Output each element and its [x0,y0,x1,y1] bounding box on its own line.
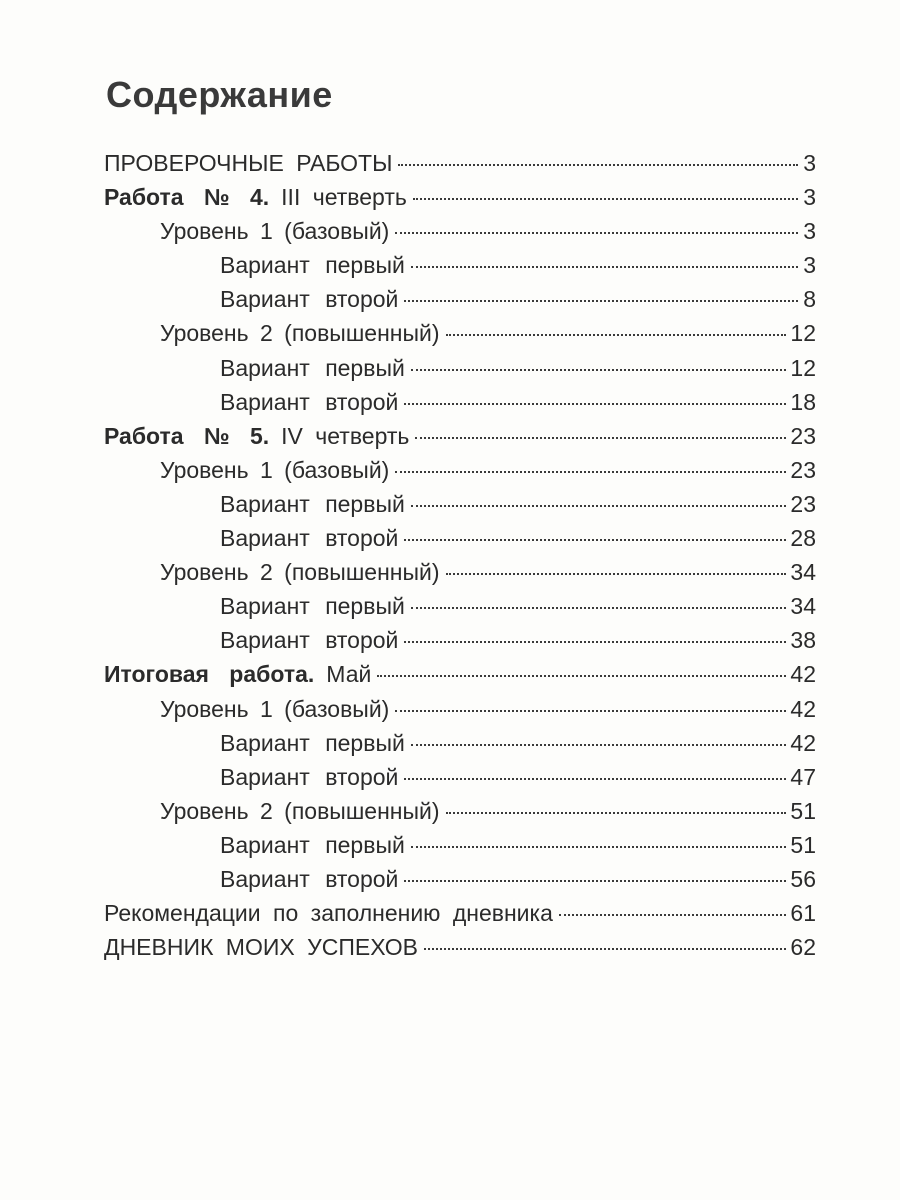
toc-entry-page-number: 42 [790,729,816,756]
toc-entry-page-number: 8 [803,286,816,313]
toc-entry-label [104,423,409,450]
toc-entry-label [220,764,398,791]
toc-entry-text: Вариант первый [220,354,405,381]
toc-entry-page-number: 12 [790,354,816,381]
toc-entry [104,423,816,457]
toc-entry-text: Уровень 2 (повышенный) [160,559,440,586]
toc-entry-text: Уровень 1 (базовый) [160,218,390,245]
toc-entry-label [220,252,405,279]
dot-leader [404,641,786,643]
toc-entry-bold-label: Работа № 4. [104,184,270,211]
toc-entry-label [220,525,398,552]
toc-entry-text: Вариант первый [220,729,405,756]
toc-entry [104,286,816,320]
toc-entry [104,525,816,559]
toc-entry-label [220,593,405,620]
page-title: Содержание [106,74,333,115]
toc-entry-page-number: 42 [790,695,816,722]
toc-entry-bold-label: Итоговая работа. [104,661,315,688]
toc-entry-text: Уровень 2 (повышенный) [160,797,440,824]
toc-entry-page-number: 3 [803,218,816,245]
toc-entry-label [104,661,371,688]
dot-leader [404,880,786,882]
toc-entry [104,457,816,491]
toc-entry [104,798,816,832]
toc-entry-text: Вариант первый [220,252,405,279]
dot-leader [411,266,798,268]
dot-leader [413,198,798,200]
toc-entry-page-number: 23 [790,490,816,517]
toc-entry-label [160,798,440,825]
table-of-contents [104,150,816,968]
toc-entry [104,252,816,286]
toc-entry-label [220,355,405,382]
toc-entry [104,730,816,764]
toc-entry [104,661,816,695]
toc-entry-text: Вариант второй [220,286,399,313]
toc-entry-page-number: 3 [803,252,816,279]
toc-entry-text: Вариант второй [220,865,399,892]
toc-entry [104,866,816,900]
toc-entry-page-number: 34 [790,593,816,620]
toc-entry-label [220,866,398,893]
toc-entry [104,593,816,627]
toc-entry-text: Уровень 1 (базовый) [160,695,390,722]
toc-entry-text: IV четверть [281,422,410,449]
toc-entry-text: Вариант второй [220,525,399,552]
toc-entry-label [220,832,405,859]
dot-leader [415,437,786,439]
toc-entry-page-number: 3 [803,184,816,211]
dot-leader [559,914,787,916]
toc-entry-text: Вариант первый [220,490,405,517]
toc-entry-page-number: 42 [790,661,816,688]
toc-entry [104,218,816,252]
dot-leader [411,744,787,746]
toc-entry-label [104,150,392,177]
dot-leader [395,471,786,473]
toc-entry [104,389,816,423]
toc-entry-label [160,320,440,347]
toc-entry [104,934,816,968]
toc-entry [104,627,816,661]
toc-entry-text: Уровень 2 (повышенный) [160,320,440,347]
toc-entry-page-number: 18 [790,388,816,415]
dot-leader [446,812,787,814]
toc-entry-text: Вариант первый [220,831,405,858]
toc-entry-page-number: 23 [790,422,816,449]
toc-entry-page-number: 47 [790,763,816,790]
dot-leader [411,505,787,507]
toc-entry-text: Вариант второй [220,627,399,654]
toc-entry [104,559,816,593]
dot-leader [411,846,787,848]
toc-entry-text: ПРОВЕРОЧНЫЕ РАБОТЫ [104,150,393,176]
toc-entry-label [104,900,553,927]
toc-entry-text: Вариант второй [220,388,399,415]
toc-entry [104,320,816,354]
toc-entry [104,355,816,389]
toc-entry-label [220,730,405,757]
toc-entry [104,832,816,866]
toc-entry-text: Май [326,661,372,688]
toc-entry [104,764,816,798]
dot-leader [377,675,786,677]
dot-leader [424,948,786,950]
toc-entry-label [160,696,389,723]
toc-entry-page-number: 51 [790,797,816,824]
toc-entry-label [220,286,398,313]
dot-leader [404,778,786,780]
toc-entry-page-number: 56 [790,865,816,892]
toc-entry-page-number: 61 [790,900,816,927]
dot-leader [446,334,787,336]
dot-leader [404,539,786,541]
toc-entry-label [104,184,407,211]
toc-entry [104,900,816,934]
toc-entry-bold-label: Работа № 5. [104,422,270,449]
toc-entry-label [160,559,440,586]
toc-entry-page-number: 12 [790,320,816,347]
dot-leader [395,232,798,234]
toc-entry [104,696,816,730]
toc-entry-page-number: 51 [790,831,816,858]
toc-entry-text: Уровень 1 (базовый) [160,456,390,483]
toc-entry [104,491,816,525]
toc-entry-text: ДНЕВНИК МОИХ УСПЕХОВ [104,934,419,961]
toc-entry-text: Вариант второй [220,763,399,790]
toc-entry [104,184,816,218]
dot-leader [411,369,787,371]
toc-entry-label [104,934,418,961]
toc-entry [104,150,816,184]
toc-entry-label [220,389,398,416]
toc-entry-label [220,491,405,518]
dot-leader [411,607,787,609]
toc-entry-text: Рекомендации по заполнению дневника [104,900,553,927]
toc-entry-label [160,218,389,245]
toc-entry-text: III четверть [281,184,407,211]
toc-entry-label [160,457,389,484]
toc-entry-label [220,627,398,654]
dot-leader [395,710,786,712]
dot-leader [404,300,798,302]
toc-entry-page-number: 28 [790,525,816,552]
toc-entry-page-number: 38 [790,627,816,654]
toc-entry-text: Вариант первый [220,593,405,620]
toc-entry-page-number: 62 [790,934,816,961]
toc-entry-page-number: 3 [803,150,816,176]
dot-leader [404,403,786,405]
toc-entry-page-number: 34 [790,559,816,586]
dot-leader [398,164,798,166]
dot-leader [446,573,787,575]
toc-entry-page-number: 23 [790,456,816,483]
